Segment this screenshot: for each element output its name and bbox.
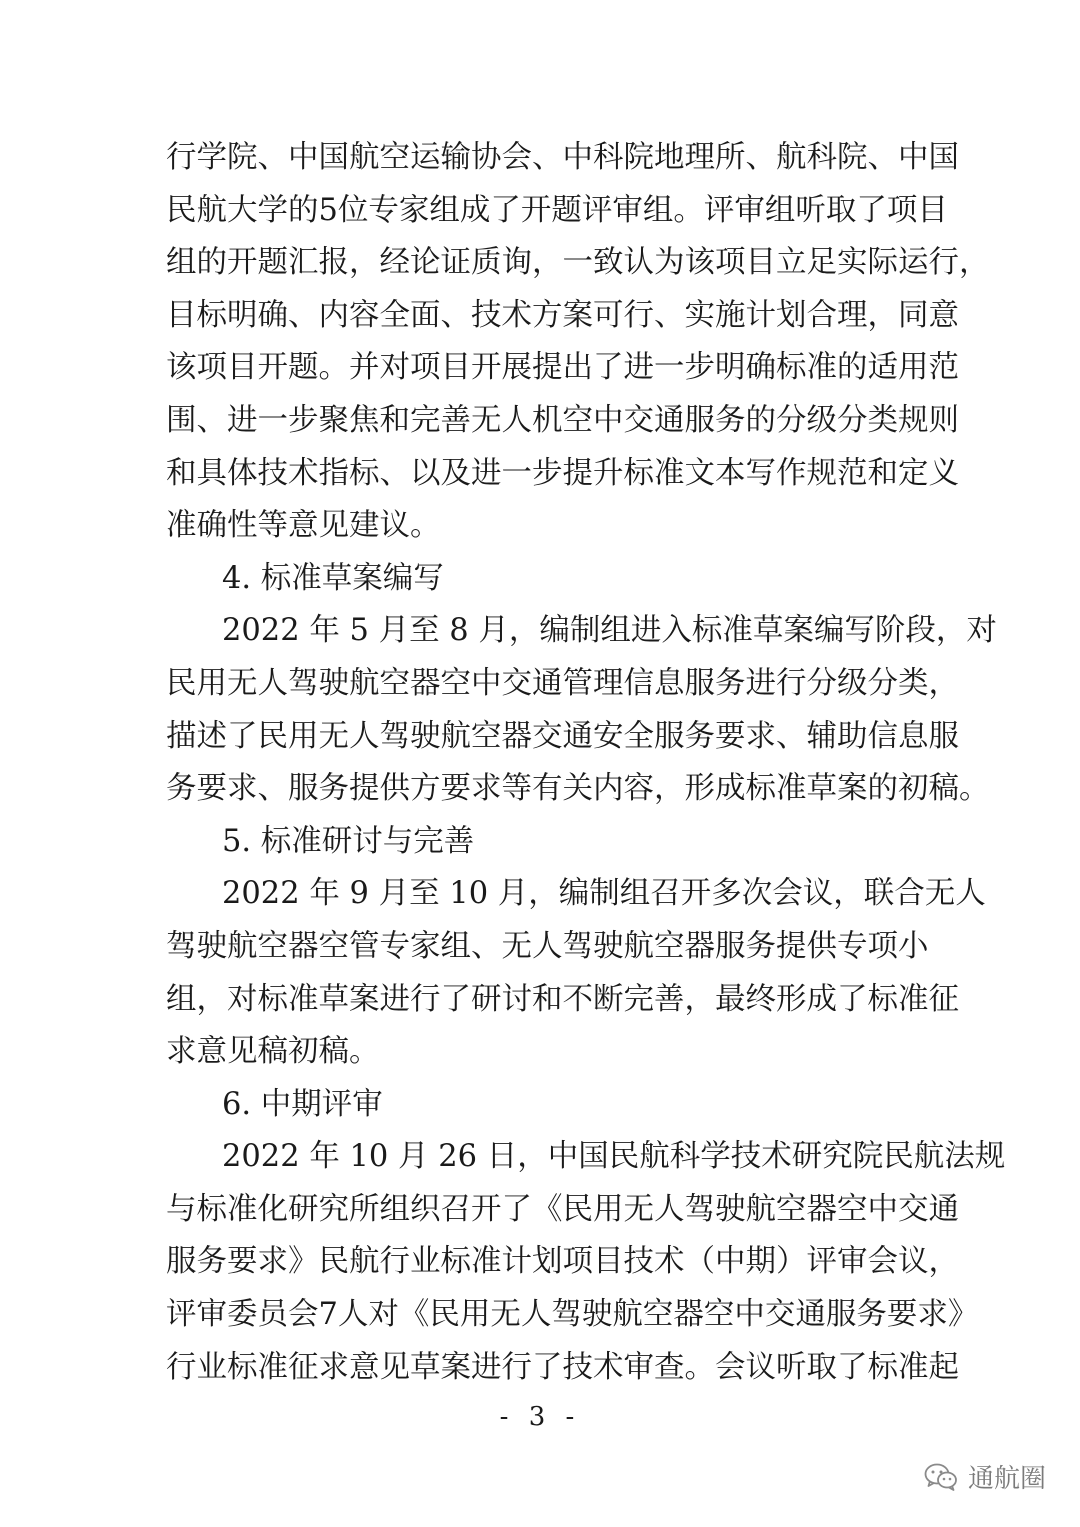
text-line: 和具体技术指标、以及进一步提升标准文本写作规范和定义	[166, 455, 959, 491]
text-line: 民用无人驾驶航空器空中交通管理信息服务进行分级分类，	[166, 665, 959, 701]
document-body	[166, 132, 1006, 1394]
text-line: 评审委员会7人对《民用无人驾驶航空器空中交通服务要求》	[166, 1297, 979, 1333]
text-line: 围、进一步聚焦和完善无人机空中交通服务的分级分类规则	[166, 402, 959, 438]
text-line: 目标明确、内容全面、技术方案可行、实施计划合理，同意	[166, 297, 959, 333]
text-line: 该项目开题。并对项目开展提出了进一步明确标准的适用范	[166, 350, 959, 386]
page-number: - 3 -	[499, 1402, 581, 1432]
text-line: 求意见稿初稿。	[166, 1034, 380, 1070]
text-line: 务要求、服务提供方要求等有关内容，形成标准草案的初稿。	[166, 771, 990, 807]
section-heading: 5. 标准研讨与完善	[222, 823, 475, 859]
text-line: 服务要求》民航行业标准计划项目技术（中期）评审会议，	[166, 1244, 959, 1280]
text-line: 2022 年 9 月至 10 月，编制组召开多次会议，联合无人	[222, 876, 986, 912]
text-line: 描述了民用无人驾驶航空器交通安全服务要求、辅助信息服	[166, 718, 959, 754]
text-line: 行业标准征求意见草案进行了技术审查。会议听取了标准起	[166, 1349, 959, 1385]
section-heading: 6. 中期评审	[222, 1086, 383, 1122]
text-line: 2022 年 10 月 26 日，中国民航科学技术研究院民航法规	[222, 1139, 1006, 1175]
text-line: 行学院、中国航空运输协会、中科院地理所、航科院、中国	[166, 140, 959, 175]
text-line: 组的开题汇报，经论证质询，一致认为该项目立足实际运行，	[166, 245, 990, 281]
wechat-icon	[924, 1462, 958, 1492]
text-line: 驾驶航空器空管专家组、无人驾驶航空器服务提供专项小	[166, 928, 929, 964]
section-heading: 4. 标准草案编写	[222, 560, 444, 596]
text-line: 与标准化研究所组织召开了《民用无人驾驶航空器空中交通	[166, 1191, 959, 1227]
watermark	[924, 1458, 1046, 1495]
text-line: 组，对标准草案进行了研讨和不断完善，最终形成了标准征	[166, 981, 959, 1017]
watermark-label: 通航圈	[967, 1464, 1046, 1494]
text-line: 准确性等意见建议。	[166, 508, 441, 544]
text-line: 民航大学的5位专家组成了开题评审组。评审组听取了项目	[166, 192, 948, 228]
text-line: 2022 年 5 月至 8 月，编制组进入标准草案编写阶段，对	[222, 613, 997, 649]
